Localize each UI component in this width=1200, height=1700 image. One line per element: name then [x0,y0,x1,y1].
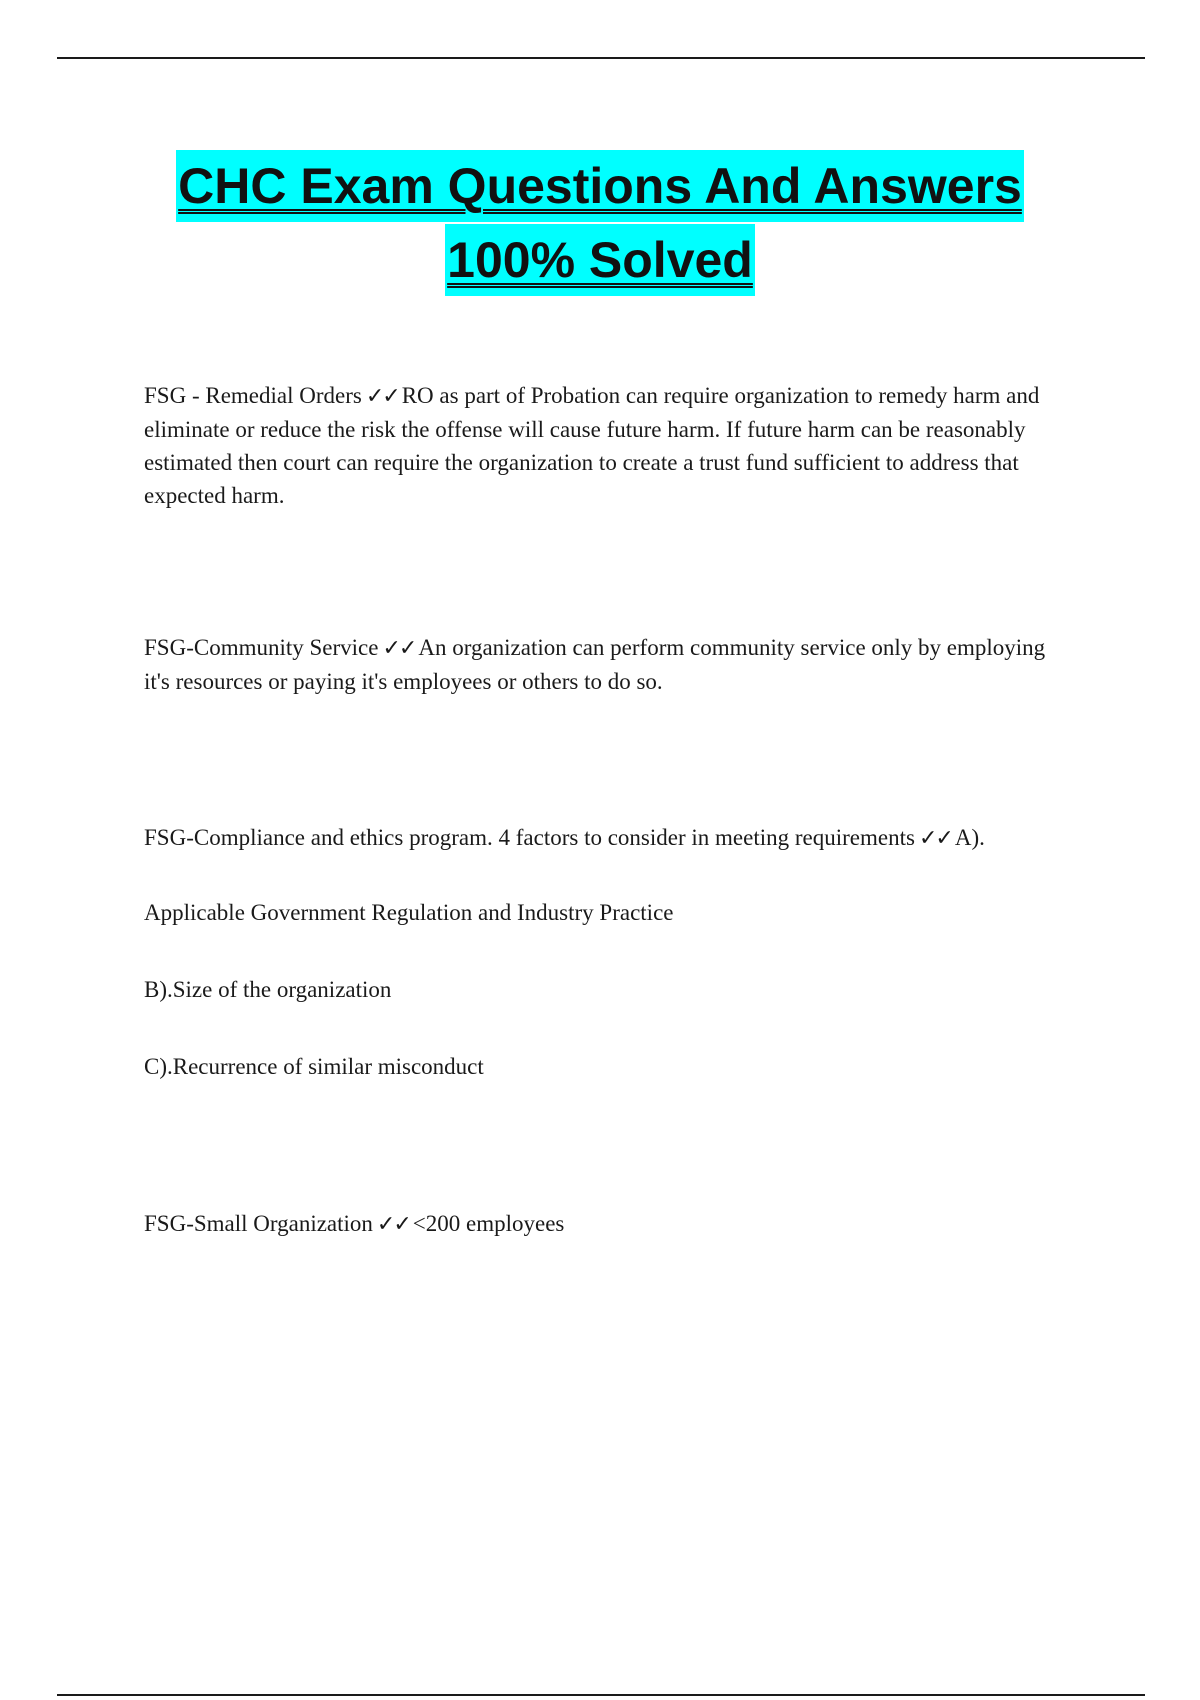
footer-rule [57,1694,1145,1696]
title-line-2: 100% Solved [445,224,755,296]
double-check-icon: ✓✓ [365,384,399,409]
entry-term: FSG-Compliance and ethics program. 4 factors to consider in meeting requirements [144,825,915,850]
entry-term: FSG - Remedial Orders [144,383,362,408]
double-check-icon: ✓✓ [376,1212,410,1237]
entry-answer: An organization can perform community service only by employing it's resources or paying it's employees or others to do so. [144,635,1046,694]
entry-answer: A). [954,825,985,850]
qa-entry-small-organization [144,1207,1064,1241]
factor-line: B).Size of the organization [144,977,392,1002]
title-line-1: CHC Exam Questions And Answers [176,150,1024,222]
qa-entry-community-service [144,631,1064,698]
entry-term: FSG-Small Organization [144,1211,373,1236]
document-title [0,150,1200,296]
entry-term: FSG-Community Service [144,635,379,660]
entry-answer: RO as part of Probation can require organization to remedy harm and eliminate or reduce the risk the offense will cause future harm. If future harm can be reasonably estimated then court can require the organization to create a trust fund sufficient to address that expected harm. [144,383,1040,508]
double-check-icon: ✓✓ [918,826,952,851]
factor-line: Applicable Government Regulation and Industry Practice [144,900,674,925]
header-rule [57,57,1145,59]
qa-entry-compliance-program [144,821,1064,855]
qa-entry-remedial-orders [144,379,1064,512]
factor-line: C).Recurrence of similar misconduct [144,1054,484,1079]
entry-answer: <200 employees [412,1211,565,1236]
double-check-icon: ✓✓ [382,636,416,661]
